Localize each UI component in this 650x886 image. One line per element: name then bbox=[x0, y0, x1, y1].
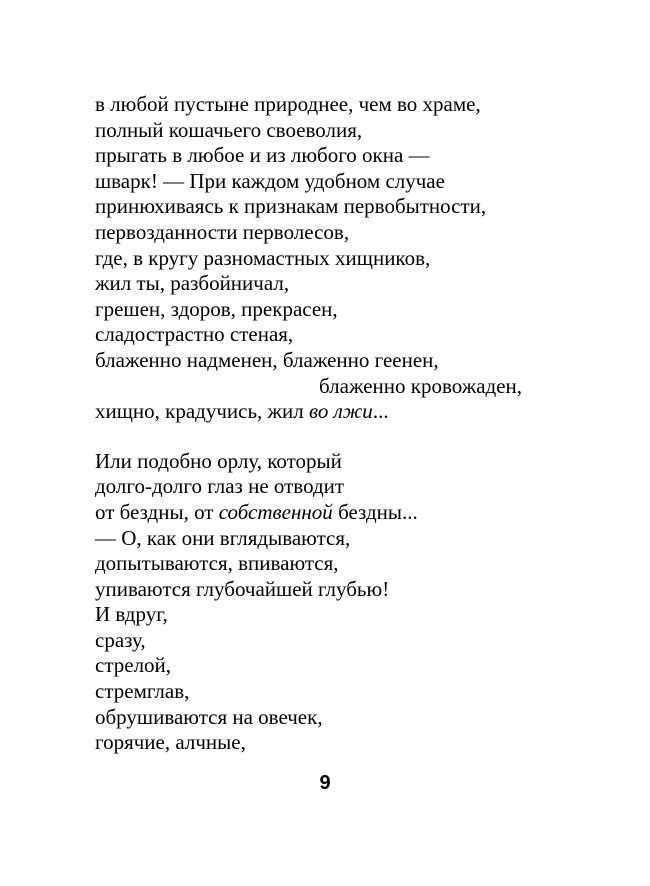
poem-line: долго-долго глаз не отводит bbox=[95, 474, 345, 499]
poem-text bbox=[95, 92, 635, 756]
poem-line: — О, как они вглядываются, bbox=[95, 525, 351, 550]
poem-line: сразу, bbox=[95, 627, 146, 652]
poem-line: блаженно надменен, блаженно геенен, bbox=[95, 347, 439, 372]
poem-line bbox=[95, 399, 635, 425]
poem-italic-text: собственной bbox=[218, 499, 333, 524]
poem-line: сладострастно стеная, bbox=[95, 322, 294, 347]
poem-line: жил ты, разбойничал, bbox=[95, 271, 290, 296]
poem-line: стремглав, bbox=[95, 679, 190, 704]
poem-line-text: ... bbox=[372, 399, 389, 424]
poem-line: допытываются, впиваются, bbox=[95, 551, 339, 576]
poem-line-text: от бездны, от bbox=[95, 499, 219, 524]
poem-line: первозданности перволесов, bbox=[95, 219, 350, 244]
poem-line: стрелой, bbox=[95, 653, 172, 678]
poem-line: в любой пустыне природнее, чем во храме, bbox=[95, 92, 481, 116]
page-number: 9 bbox=[319, 772, 331, 794]
poem-line: прыгать в любое и из любого окна — bbox=[95, 143, 430, 168]
poem-line: упиваются глубочайшей глубью! bbox=[95, 576, 390, 601]
stanza-break bbox=[95, 425, 635, 449]
poem-line-text: хищно, крадучись, жил bbox=[95, 399, 310, 424]
poem-italic-text: во лжи bbox=[309, 399, 373, 424]
poem-line: грешен, здоров, прекрасен, bbox=[95, 296, 338, 321]
poem-line: горячие, алчные, bbox=[95, 730, 246, 755]
poem-line-text: бездны... bbox=[332, 499, 418, 524]
poem-line: принюхиваясь к признакам первобытности, bbox=[95, 194, 487, 219]
poem-line: где, в кругу разномастных хищников, bbox=[95, 245, 431, 270]
poem-line: шварк! — При каждом удобном случае bbox=[95, 168, 445, 193]
poem-line: И вдруг, bbox=[95, 602, 168, 627]
poem-line bbox=[95, 500, 635, 526]
poem-line-indented: блаженно кровожаден, bbox=[319, 373, 523, 398]
poem-line: обрушиваются на овечек, bbox=[95, 704, 323, 729]
poem-line: Или подобно орлу, который bbox=[95, 448, 342, 473]
poem-line: полный кошачьего своеволия, bbox=[95, 117, 363, 142]
